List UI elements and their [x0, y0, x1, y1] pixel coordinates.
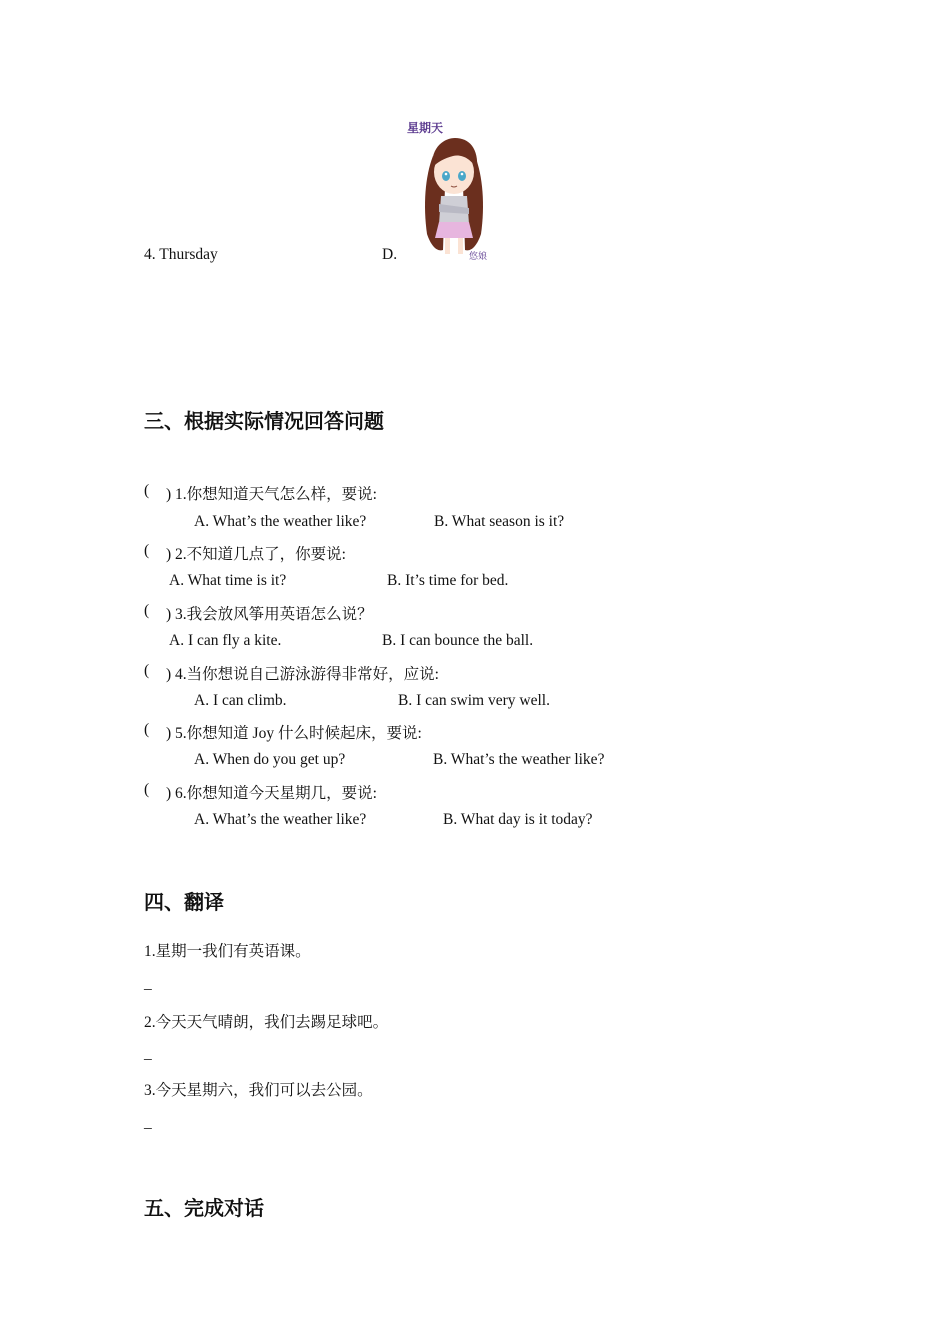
q3-paren: (	[144, 602, 150, 619]
translation-item-3: 3.今天星期六，我们可以去公园。	[144, 1082, 373, 1099]
match-option-label: D.	[382, 246, 398, 263]
q6-option-a: A. What’s the weather like?	[194, 811, 367, 828]
q2-prompt: ) 2.不知道几点了，你要说:	[166, 546, 346, 563]
match-item-left: 4. Thursday	[144, 246, 218, 263]
q1-prompt: ) 1.你想知道天气怎么样，要说:	[166, 486, 377, 503]
q3-prompt: ) 3.我会放风筝用英语怎么说？	[166, 606, 373, 623]
q2-paren: (	[144, 542, 150, 559]
translation-blank-1: _	[144, 975, 152, 992]
q6-paren: (	[144, 781, 150, 798]
translation-blank-3: _	[144, 1114, 152, 1131]
picture-watermark: 悠娘	[469, 252, 488, 262]
translation-item-1: 1.星期一我们有英语课。	[144, 943, 311, 960]
translation-item-2: 2.今天天气晴朗，我们去踢足球吧。	[144, 1014, 389, 1031]
q4-paren: (	[144, 662, 150, 679]
q2-option-b: B. It’s time for bed.	[387, 572, 509, 589]
section-5-heading: 五、完成对话	[144, 1196, 264, 1220]
q3-option-b: B. I can bounce the ball.	[382, 632, 534, 649]
cartoon-girl-illustration	[405, 116, 497, 262]
section-4-heading: 四、翻译	[144, 890, 224, 914]
q5-prompt: ) 5.你想知道 Joy 什么时候起床，要说:	[166, 725, 422, 742]
q6-option-b: B. What day is it today?	[443, 811, 593, 828]
q1-paren: (	[144, 482, 150, 499]
q4-option-a: A. I can climb.	[194, 692, 287, 709]
translation-blank-2: _	[144, 1045, 152, 1062]
q3-option-a: A. I can fly a kite.	[169, 632, 282, 649]
section-3-heading: 三、根据实际情况回答问题	[144, 409, 384, 433]
q4-prompt: ) 4.当你想说自己游泳游得非常好，应说:	[166, 666, 439, 683]
q1-option-a: A. What’s the weather like?	[194, 513, 367, 530]
q6-prompt: ) 6.你想知道今天星期几，要说:	[166, 785, 377, 802]
q2-option-a: A. What time is it?	[169, 572, 287, 589]
q1-option-b: B. What season is it?	[434, 513, 565, 530]
cartoon-girl-picture	[405, 116, 497, 262]
q5-option-b: B. What’s the weather like?	[433, 751, 605, 768]
q4-option-b: B. I can swim very well.	[398, 692, 550, 709]
picture-caption: 星期天	[407, 121, 444, 135]
q5-option-a: A. When do you get up?	[194, 751, 346, 768]
q5-paren: (	[144, 721, 150, 738]
